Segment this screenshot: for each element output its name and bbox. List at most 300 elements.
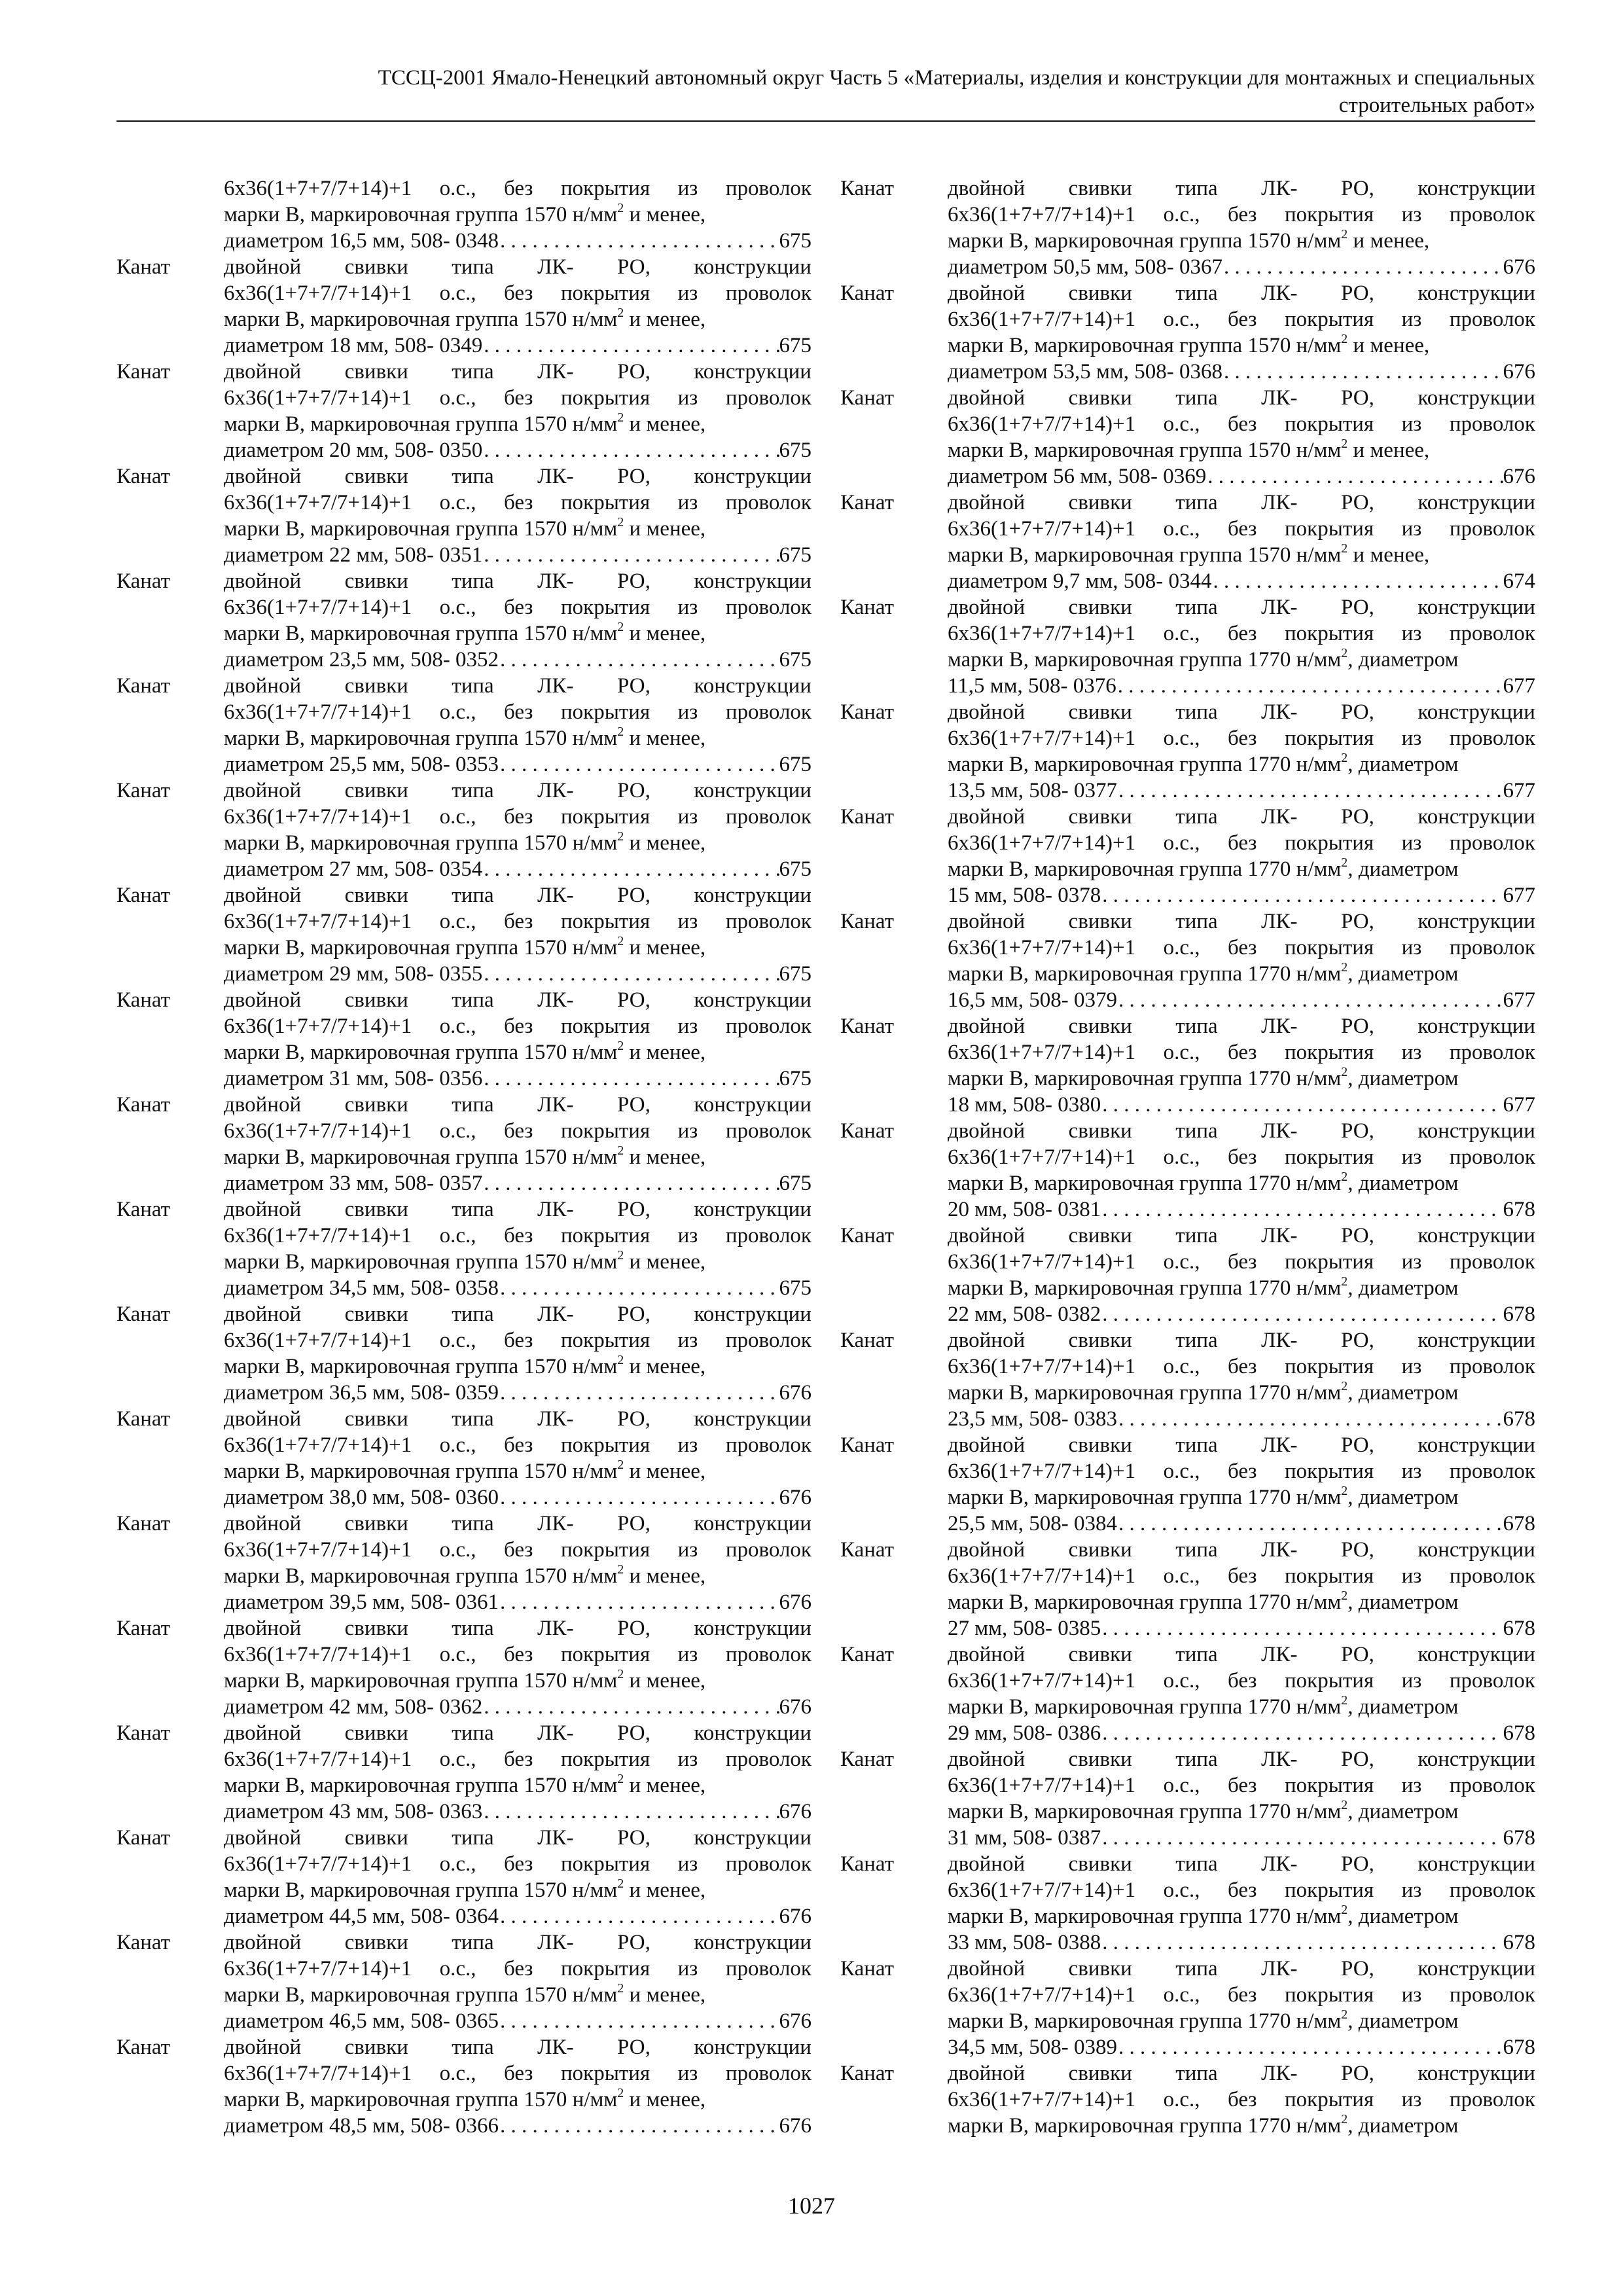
entry-word: покрытия bbox=[1285, 1250, 1374, 1274]
entry-word: без bbox=[504, 700, 533, 724]
entry-lead-word: Канат bbox=[116, 1617, 171, 1640]
entry-line bbox=[224, 908, 812, 935]
entry-line-final bbox=[224, 332, 812, 359]
entry-word: покрытия bbox=[1285, 1878, 1374, 1902]
entry-page-ref: 675 bbox=[779, 1172, 812, 1195]
entry-word: из bbox=[1401, 203, 1422, 226]
unit-superscript: 2 bbox=[617, 620, 624, 634]
grade-suffix: , диаметром bbox=[1347, 1276, 1459, 1300]
entry-line bbox=[948, 1013, 1535, 1039]
entry-word: о.с., bbox=[439, 1224, 476, 1247]
entry-lead-word: Канат bbox=[116, 884, 171, 907]
entry-word: конструкции bbox=[694, 1931, 812, 1954]
entry-lead-word: Канат bbox=[116, 1721, 171, 1745]
entry-word: двойной bbox=[948, 1538, 1026, 1562]
entry-word: из bbox=[1401, 2088, 1422, 2111]
entry-word: конструкции bbox=[694, 1407, 812, 1431]
grade-suffix: , диаметром bbox=[1347, 1486, 1459, 1509]
entry-word: двойной bbox=[224, 1617, 302, 1640]
entry-word: двойной bbox=[224, 1198, 302, 1221]
index-entry bbox=[116, 778, 812, 882]
entry-line bbox=[224, 463, 812, 490]
entry-word: из bbox=[677, 596, 698, 619]
dot-leader bbox=[482, 332, 779, 359]
entry-line-grade bbox=[224, 306, 812, 332]
grade-text bbox=[224, 830, 705, 856]
entry-word: покрытия bbox=[1285, 726, 1374, 750]
entry-word: из bbox=[677, 1643, 698, 1666]
entry-page-ref: 675 bbox=[779, 962, 812, 986]
entry-line-grade bbox=[224, 1039, 812, 1066]
entry-word: типа bbox=[1175, 805, 1218, 829]
entry-word: 6x36(1+7+7/7+14)+1 bbox=[948, 1145, 1136, 1169]
entry-word: свивки bbox=[1068, 1433, 1132, 1457]
entry-word: двойной bbox=[948, 596, 1026, 619]
entry-word: конструкции bbox=[1418, 1643, 1535, 1666]
entry-word: типа bbox=[1175, 177, 1218, 200]
entry-line bbox=[224, 1406, 812, 1432]
entry-lead-word: Канат bbox=[116, 1512, 171, 1535]
entry-word: без bbox=[504, 1224, 533, 1247]
entry-word: конструкции bbox=[694, 569, 812, 593]
entry-word: из bbox=[677, 700, 698, 724]
entry-word: РО, bbox=[1341, 1852, 1374, 1876]
entry-word: свивки bbox=[1068, 1014, 1132, 1038]
index-entry bbox=[116, 254, 812, 359]
entry-word: без bbox=[504, 386, 533, 410]
dot-leader bbox=[482, 961, 779, 987]
grade-suffix: , диаметром bbox=[1347, 1905, 1459, 1928]
entry-word: из bbox=[1401, 1041, 1422, 1064]
grade-text bbox=[224, 1039, 705, 1066]
unit-superscript: 2 bbox=[1341, 1275, 1348, 1289]
entry-page-ref: 677 bbox=[1503, 1093, 1535, 1117]
dot-leader bbox=[1117, 987, 1503, 1013]
index-entry bbox=[840, 804, 1535, 908]
entry-diameter-code: диаметром 29 мм, 508- 0355 bbox=[224, 962, 483, 986]
entry-word: двойной bbox=[224, 1931, 302, 1954]
grade-suffix: , диаметром bbox=[1347, 1172, 1459, 1195]
dot-leader bbox=[499, 1380, 779, 1406]
entry-line-final bbox=[948, 359, 1535, 385]
entry-line-final bbox=[948, 987, 1535, 1013]
entry-word: проволок bbox=[1449, 936, 1535, 960]
index-entry bbox=[116, 568, 812, 673]
unit-superscript: 2 bbox=[617, 1877, 624, 1891]
entry-word: о.с., bbox=[1163, 1774, 1200, 1797]
grade-text bbox=[948, 1799, 1458, 1825]
grade-text bbox=[948, 1484, 1458, 1511]
entry-word: 6x36(1+7+7/7+14)+1 bbox=[948, 1041, 1136, 1064]
entry-word: проволок bbox=[725, 386, 812, 410]
entry-word: типа bbox=[1175, 1329, 1218, 1352]
entry-word: РО, bbox=[617, 779, 651, 802]
entry-lead-word: Канат bbox=[116, 1826, 171, 1850]
grade-suffix: и менее, bbox=[624, 1564, 706, 1588]
grade-suffix: и менее, bbox=[624, 2088, 706, 2111]
entry-word: двойной bbox=[948, 1119, 1026, 1143]
entry-line bbox=[224, 1537, 812, 1563]
grade-label: марки В, маркировочная группа 1770 н/мм bbox=[948, 857, 1342, 881]
entry-word: свивки bbox=[344, 884, 408, 907]
entry-word: типа bbox=[452, 569, 494, 593]
entry-diameter-code: 13,5 мм, 508- 0377 bbox=[948, 779, 1118, 802]
entry-word: из bbox=[1401, 412, 1422, 436]
entry-word: проволок bbox=[725, 1957, 812, 1981]
dot-leader bbox=[482, 1799, 779, 1825]
entry-word: о.с., bbox=[1163, 412, 1200, 436]
entry-lead-word: Канат bbox=[116, 465, 171, 488]
unit-superscript: 2 bbox=[617, 830, 624, 844]
entry-line-grade bbox=[948, 1694, 1535, 1720]
dot-leader bbox=[499, 1484, 779, 1511]
grade-suffix: и менее, bbox=[624, 831, 706, 855]
entry-page-ref: 678 bbox=[1503, 1721, 1535, 1745]
entry-line bbox=[224, 594, 812, 620]
entry-word: без bbox=[504, 2062, 533, 2085]
grade-text bbox=[948, 751, 1458, 778]
entry-word: ЛК- bbox=[1261, 1957, 1298, 1981]
entry-diameter-code: 29 мм, 508- 0386 bbox=[948, 1721, 1101, 1745]
entry-word: ЛК- bbox=[537, 674, 574, 698]
entry-page-ref: 675 bbox=[779, 753, 812, 776]
entry-lead-word: Канат bbox=[840, 1224, 895, 1247]
entry-word: 6x36(1+7+7/7+14)+1 bbox=[948, 1774, 1136, 1797]
entry-word: 6x36(1+7+7/7+14)+1 bbox=[224, 491, 412, 514]
entry-word: 6x36(1+7+7/7+14)+1 bbox=[224, 386, 412, 410]
entry-line bbox=[224, 1223, 812, 1249]
dot-leader bbox=[499, 228, 779, 254]
grade-text bbox=[224, 1877, 705, 1903]
entry-word: проволок bbox=[1449, 1355, 1535, 1378]
entry-word: свивки bbox=[344, 1512, 408, 1535]
grade-label: марки В, маркировочная группа 1570 н/мм bbox=[224, 1041, 618, 1064]
index-entry bbox=[116, 175, 812, 254]
entry-lead-word: Канат bbox=[840, 700, 895, 724]
entry-word: о.с., bbox=[439, 1957, 476, 1981]
entry-word: двойной bbox=[224, 988, 302, 1012]
grade-label: марки В, маркировочная группа 1770 н/мм bbox=[948, 753, 1342, 776]
entry-word: конструкции bbox=[694, 360, 812, 384]
entry-line bbox=[224, 673, 812, 699]
entry-word: 6x36(1+7+7/7+14)+1 bbox=[948, 203, 1136, 226]
entry-word: о.с., bbox=[1163, 1355, 1200, 1378]
entry-lead-word: Канат bbox=[840, 1538, 895, 1562]
entry-word: без bbox=[1228, 1669, 1257, 1693]
entry-word: свивки bbox=[1068, 805, 1132, 829]
entry-word: проволок bbox=[1449, 1878, 1535, 1902]
entry-line-grade bbox=[948, 1484, 1535, 1511]
index-entry bbox=[840, 175, 1535, 280]
entry-word: из bbox=[677, 177, 698, 200]
entry-word: проволок bbox=[1449, 412, 1535, 436]
entry-word: типа bbox=[452, 1407, 494, 1431]
entry-line-final bbox=[948, 1511, 1535, 1537]
entry-line bbox=[224, 1615, 812, 1641]
entry-word: из bbox=[677, 2062, 698, 2085]
entry-line-grade bbox=[224, 1877, 812, 1903]
entry-line-grade bbox=[948, 1799, 1535, 1825]
entry-word: без bbox=[504, 1643, 533, 1666]
entry-word: 6x36(1+7+7/7+14)+1 bbox=[224, 1538, 412, 1562]
entry-word: покрытия bbox=[1285, 622, 1374, 645]
entry-word: покрытия bbox=[1285, 2088, 1374, 2111]
entry-lead-word: Канат bbox=[840, 386, 895, 410]
entry-word: проволок bbox=[725, 1433, 812, 1457]
entry-word: ЛК- bbox=[537, 465, 574, 488]
entry-word: свивки bbox=[1068, 2062, 1132, 2085]
entry-line bbox=[224, 1301, 812, 1327]
dot-leader bbox=[1117, 778, 1503, 804]
entry-word: проволок bbox=[1449, 1669, 1535, 1693]
entry-word: типа bbox=[452, 1826, 494, 1850]
entry-line bbox=[948, 1537, 1535, 1563]
entry-page-ref: 676 bbox=[1503, 465, 1535, 488]
entry-word: из bbox=[1401, 1774, 1422, 1797]
entry-word: типа bbox=[1175, 1538, 1218, 1562]
entry-word: конструкции bbox=[1418, 596, 1535, 619]
entry-word: из bbox=[1401, 1878, 1422, 1902]
entry-word: о.с., bbox=[1163, 1250, 1200, 1274]
entry-word: конструкции bbox=[1418, 491, 1535, 514]
entry-word: проволок bbox=[725, 1748, 812, 1771]
entry-word: двойной bbox=[224, 2036, 302, 2059]
grade-text bbox=[224, 306, 705, 332]
index-entry bbox=[116, 463, 812, 568]
entry-word: свивки bbox=[1068, 1119, 1132, 1143]
index-entry-partial bbox=[840, 2060, 1535, 2139]
entry-word: ЛК- bbox=[537, 1826, 574, 1850]
entry-diameter-code: диаметром 56 мм, 508- 0369 bbox=[948, 465, 1207, 488]
entry-word: проволок bbox=[725, 596, 812, 619]
entry-word: покрытия bbox=[561, 386, 651, 410]
entry-word: двойной bbox=[948, 177, 1026, 200]
entry-line-grade bbox=[224, 935, 812, 961]
entry-word: ЛК- bbox=[1261, 596, 1298, 619]
entry-diameter-code: 27 мм, 508- 0385 bbox=[948, 1617, 1101, 1640]
entry-page-ref: 676 bbox=[779, 2009, 812, 2033]
entry-line-grade bbox=[948, 2008, 1535, 2034]
entry-word: РО, bbox=[617, 1302, 651, 1326]
entry-word: двойной bbox=[224, 884, 302, 907]
entry-word: из bbox=[1401, 1983, 1422, 2007]
unit-superscript: 2 bbox=[617, 725, 624, 739]
entry-line bbox=[224, 1013, 812, 1039]
unit-superscript: 2 bbox=[617, 1982, 624, 1996]
unit-superscript: 2 bbox=[1341, 1170, 1348, 1184]
entry-word: двойной bbox=[948, 700, 1026, 724]
index-entry bbox=[116, 1929, 812, 2034]
grade-label: марки В, маркировочная группа 1570 н/мм bbox=[224, 1669, 618, 1693]
header-rule bbox=[116, 120, 1535, 122]
entry-page-ref: 676 bbox=[779, 1905, 812, 1928]
entry-page-ref: 676 bbox=[779, 2114, 812, 2138]
entry-word: 6x36(1+7+7/7+14)+1 bbox=[224, 281, 412, 305]
entry-word: о.с., bbox=[439, 491, 476, 514]
entry-line-final bbox=[224, 961, 812, 987]
entry-line bbox=[948, 202, 1535, 228]
entry-line-final bbox=[224, 1589, 812, 1615]
entry-word: типа bbox=[452, 779, 494, 802]
entry-word: без bbox=[1228, 308, 1257, 331]
entry-lead-word: Канат bbox=[840, 491, 895, 514]
entry-line bbox=[948, 516, 1535, 542]
dot-leader bbox=[482, 856, 779, 882]
entry-word: покрытия bbox=[1285, 936, 1374, 960]
entry-word: типа bbox=[1175, 1224, 1218, 1247]
grade-label: марки В, маркировочная группа 1570 н/мм bbox=[224, 622, 618, 645]
entry-line bbox=[948, 411, 1535, 437]
entry-page-ref: 675 bbox=[779, 1067, 812, 1090]
entry-word: РО, bbox=[617, 1826, 651, 1850]
entry-word: покрытия bbox=[561, 700, 651, 724]
dot-leader bbox=[499, 751, 779, 778]
entry-line bbox=[948, 490, 1535, 516]
entry-word: РО, bbox=[1341, 1119, 1374, 1143]
entry-word: конструкции bbox=[1418, 1014, 1535, 1038]
grade-suffix: и менее, bbox=[624, 622, 706, 645]
entry-page-ref: 678 bbox=[1503, 1512, 1535, 1535]
entry-lead-word: Канат bbox=[116, 674, 171, 698]
entry-word: о.с., bbox=[1163, 308, 1200, 331]
grade-suffix: и менее, bbox=[624, 936, 706, 960]
entry-word: двойной bbox=[224, 1407, 302, 1431]
entry-word: свивки bbox=[344, 1093, 408, 1117]
entry-line-final bbox=[224, 1484, 812, 1511]
entry-word: без bbox=[1228, 1564, 1257, 1588]
entry-word: двойной bbox=[224, 1512, 302, 1535]
entry-word: покрытия bbox=[561, 1852, 651, 1876]
grade-text bbox=[224, 1563, 705, 1589]
entry-diameter-code: 15 мм, 508- 0378 bbox=[948, 884, 1101, 907]
entry-word: ЛК- bbox=[1261, 1852, 1298, 1876]
entry-word: ЛК- bbox=[537, 1617, 574, 1640]
entry-line bbox=[948, 908, 1535, 935]
entry-word: проволок bbox=[725, 1224, 812, 1247]
entry-word: свивки bbox=[1068, 491, 1132, 514]
entry-line-grade bbox=[224, 2087, 812, 2113]
grade-text bbox=[948, 1066, 1458, 1092]
dot-leader bbox=[482, 1170, 779, 1196]
entry-word: типа bbox=[1175, 386, 1218, 410]
dot-leader bbox=[1222, 254, 1503, 280]
entry-line-final bbox=[948, 463, 1535, 490]
index-entry bbox=[116, 1301, 812, 1406]
entry-line bbox=[224, 1118, 812, 1144]
index-entry bbox=[116, 673, 812, 778]
entry-word: о.с., bbox=[1163, 1983, 1200, 2007]
unit-superscript: 2 bbox=[1341, 1903, 1348, 1917]
grade-label: марки В, маркировочная группа 1770 н/мм bbox=[948, 1800, 1342, 1823]
entry-word: двойной bbox=[948, 1014, 1026, 1038]
entry-word: двойной bbox=[224, 360, 302, 384]
dot-leader bbox=[499, 2113, 779, 2139]
entry-word: конструкции bbox=[1418, 1538, 1535, 1562]
entry-line bbox=[948, 1851, 1535, 1877]
entry-word: двойной bbox=[224, 1721, 302, 1745]
entry-word: 6x36(1+7+7/7+14)+1 bbox=[948, 622, 1136, 645]
entry-line bbox=[224, 1746, 812, 1772]
entry-word: покрытия bbox=[561, 910, 651, 933]
entry-word: свивки bbox=[1068, 910, 1132, 933]
entry-word: из bbox=[677, 1329, 698, 1352]
entry-line bbox=[224, 175, 812, 202]
entry-line-grade bbox=[948, 228, 1535, 254]
entry-word: 6x36(1+7+7/7+14)+1 bbox=[948, 1355, 1136, 1378]
entry-word: конструкции bbox=[694, 1721, 812, 1745]
entry-word: о.с., bbox=[1163, 1041, 1200, 1064]
entry-page-ref: 678 bbox=[1503, 1302, 1535, 1326]
index-entry bbox=[116, 1406, 812, 1511]
entry-line bbox=[948, 280, 1535, 306]
entry-word: покрытия bbox=[561, 1329, 651, 1352]
entry-word: без bbox=[504, 281, 533, 305]
entry-page-ref: 676 bbox=[779, 1381, 812, 1405]
grade-suffix: и менее, bbox=[624, 1460, 706, 1483]
entry-page-ref: 677 bbox=[1503, 674, 1535, 698]
entry-word: типа bbox=[452, 1093, 494, 1117]
entry-line-final bbox=[948, 1092, 1535, 1118]
entry-word: РО, bbox=[1341, 700, 1374, 724]
entry-word: РО, bbox=[1341, 1014, 1374, 1038]
entry-word: РО, bbox=[1341, 491, 1374, 514]
entry-word: из bbox=[1401, 1564, 1422, 1588]
entry-word: ЛК- bbox=[537, 779, 574, 802]
entry-page-ref: 675 bbox=[779, 857, 812, 881]
entry-diameter-code: 16,5 мм, 508- 0379 bbox=[948, 988, 1118, 1012]
entry-word: типа bbox=[1175, 1852, 1218, 1876]
dot-leader bbox=[1101, 1615, 1503, 1641]
grade-text bbox=[948, 1380, 1458, 1406]
entry-line bbox=[224, 804, 812, 830]
entry-word: проволок bbox=[1449, 831, 1535, 855]
entry-word: из bbox=[677, 1748, 698, 1771]
entry-diameter-code: диаметром 25,5 мм, 508- 0353 bbox=[224, 753, 499, 776]
entry-lead-word: Канат bbox=[840, 177, 895, 200]
grade-text bbox=[948, 647, 1458, 673]
entry-diameter-code: 18 мм, 508- 0380 bbox=[948, 1093, 1101, 1117]
entry-lead-word: Канат bbox=[116, 1931, 171, 1954]
entry-lead-word: Канат bbox=[840, 1014, 895, 1038]
entry-word: ЛК- bbox=[537, 988, 574, 1012]
entry-word: из bbox=[1401, 1250, 1422, 1274]
entry-lead-word: Канат bbox=[116, 1093, 171, 1117]
grade-label: марки В, маркировочная группа 1570 н/мм bbox=[948, 229, 1342, 253]
entry-word: проволок bbox=[1449, 308, 1535, 331]
unit-superscript: 2 bbox=[617, 306, 624, 320]
entry-word: РО, bbox=[1341, 1643, 1374, 1666]
entry-word: конструкции bbox=[1418, 1957, 1535, 1981]
entry-page-ref: 677 bbox=[1503, 779, 1535, 802]
unit-superscript: 2 bbox=[1341, 647, 1348, 660]
entry-line bbox=[948, 385, 1535, 411]
entry-line-final bbox=[948, 1825, 1535, 1851]
grade-text bbox=[224, 725, 705, 751]
entry-word: типа bbox=[452, 988, 494, 1012]
entry-word: проволок bbox=[725, 1119, 812, 1143]
index-entry bbox=[840, 594, 1535, 699]
entry-word: типа bbox=[1175, 1748, 1218, 1771]
entry-word: конструкции bbox=[1418, 1329, 1535, 1352]
entry-line bbox=[948, 1432, 1535, 1458]
entry-word: свивки bbox=[1068, 1643, 1132, 1666]
entry-page-ref: 678 bbox=[1503, 1826, 1535, 1850]
entry-word: 6x36(1+7+7/7+14)+1 bbox=[948, 726, 1136, 750]
entry-word: РО, bbox=[1341, 805, 1374, 829]
entry-diameter-code: диаметром 23,5 мм, 508- 0352 bbox=[224, 648, 499, 672]
entry-word: покрытия bbox=[561, 1224, 651, 1247]
dot-leader bbox=[1117, 1406, 1503, 1432]
